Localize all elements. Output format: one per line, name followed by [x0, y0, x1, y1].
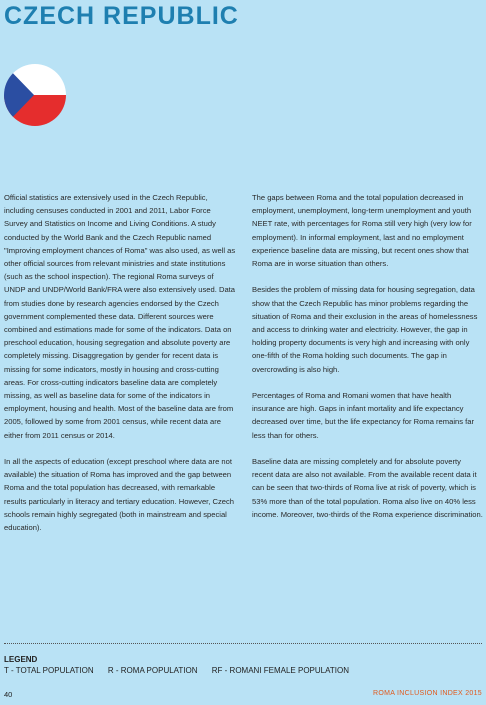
paragraph: Baseline data are missing completely and for absolute poverty recent data are also not available. From the available recent data it can be seen that two-thirds of Roma live at risk of poverty, which is 53% more than of the total population. Roma also live on 40% less income. Moreover, two-thirds of the Roma experience discrimination.: [252, 457, 483, 519]
legend-item: T - TOTAL POPULATION: [4, 666, 94, 675]
paragraph: Besides the problem of missing data for housing segregation, data show that the Czech Republic has minor problems regarding the situation of Roma and their exclusion in the areas of homelessness and access to drinking water and electricity. However, the gap in holding property documents is very high and increasing with only one-fifth of the Roma holding such documents. The gap in overcrowding is also high.: [252, 285, 478, 374]
paragraph: Official statistics are extensively used in the Czech Republic, including censuses conducted in 2001 and 2011, Labor Force Survey and Statistics on Income and Living Conditions. A study conducted by the World Bank and the Czech Republic named "Improving employment chances of Roma" was also used, as well as other official sources from relevant ministries and state institutions (such as the school inspection). The regional Roma surveys of UNDP and UNDP/World Bank/FRA were also extensively used. Data from studies done by research agencies endorsed by the Czech government complemented these data. Different sources were combined and estimations made for some of the indicators. Data on preschool education, housing segregation and absolute poverty are completely missing. Disaggregation by gender for recent data is missing for some indicators, mostly in housing and cross-cutting areas. For cross-cutting indicators baseline data are completely missing, as well as baseline data for some of the indicators in employment, housing and health. Most of the baseline data are from 2005, followed by some from 2001 census, while recent data are either from 2011 census or 2014.: [4, 193, 236, 440]
paragraph: The gaps between Roma and the total population decreased in employment, unemployment, long-term unemployment and youth NEET rate, with percentages for Roma still very high (very low for employment). In informal employment, last and no employment experience baseline data are missing, but recent ones show that Roma are in worse situation than others.: [252, 193, 472, 269]
page-number: 40: [4, 690, 13, 699]
right-column: [252, 191, 484, 534]
czech-flag-icon: [4, 64, 66, 126]
legend-items: [4, 666, 361, 675]
left-column: [4, 191, 236, 547]
publication-title: ROMA INCLUSION INDEX 2015: [372, 690, 482, 697]
legend-divider: [4, 643, 482, 644]
legend-item: R - ROMA POPULATION: [107, 666, 198, 675]
paragraph: In all the aspects of education (except preschool where data are not available) the situation of Roma has improved and the gap between Roma and the total population has decreased, with remarkable results particularly in literacy and tertiary education. However, Czech schools remain highly segregated (both in mainstream and special education).: [4, 457, 235, 533]
page-title: CZECH REPUBLIC: [4, 2, 239, 30]
paragraph: Percentages of Roma and Romani women that have health insurance are high. Gaps in infant mortality and life expectancy decreased over time, but the life expectancy for Roma remains far less than for others.: [252, 391, 475, 440]
legend-item: RF - ROMANI FEMALE POPULATION: [211, 666, 349, 675]
legend-title: LEGEND: [4, 655, 38, 664]
